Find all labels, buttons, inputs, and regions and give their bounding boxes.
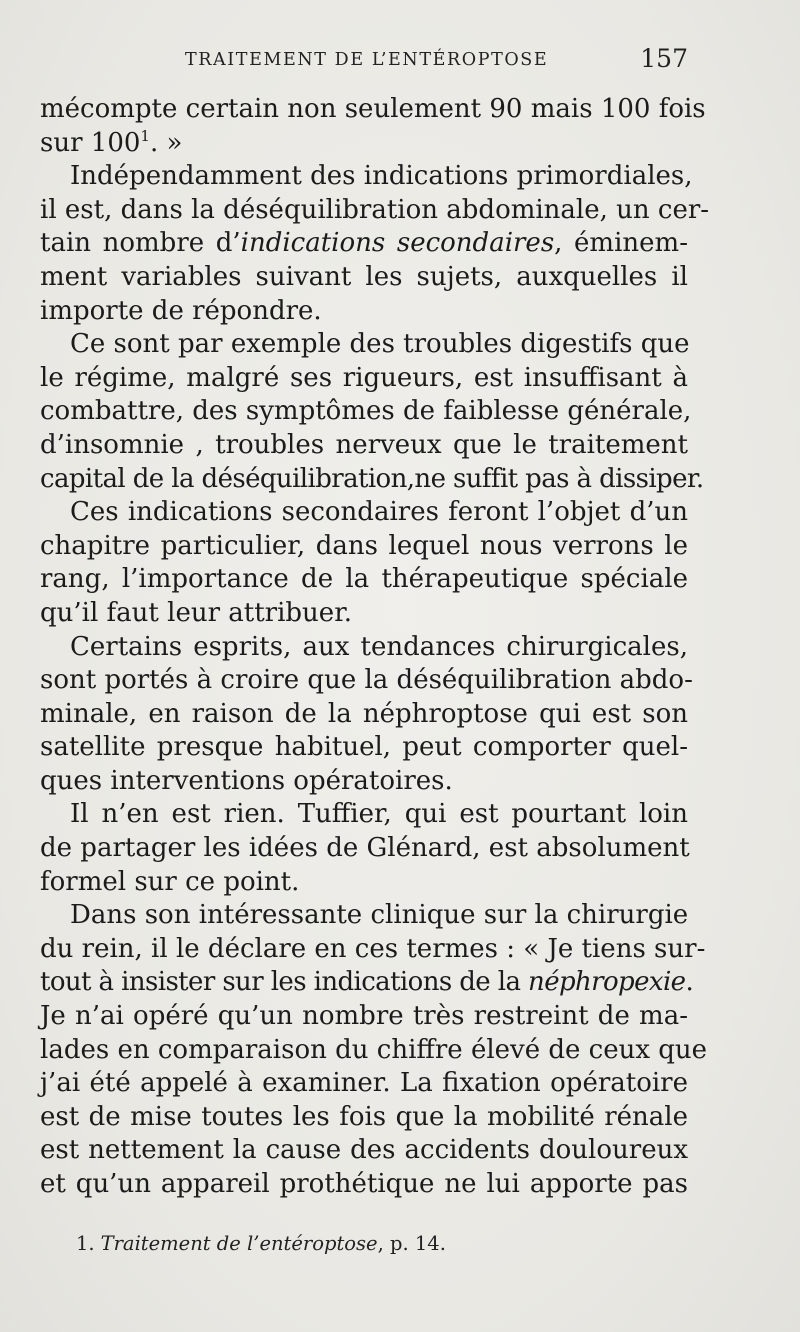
page-header xyxy=(40,42,688,82)
text-line: ques interventions opératoires. xyxy=(40,765,453,796)
text-line: est de mise toutes les fois que la mobilité rénale xyxy=(40,1101,688,1132)
text-line: satellite presque habituel, peut comporter quel- xyxy=(40,732,688,763)
text-line: Je n’ai opéré qu’un nombre très restreint de ma- xyxy=(40,1001,688,1032)
text-line: de partager les idées de Glénard, est absolument xyxy=(40,833,690,864)
text-line: Ces indications secondaires feront l’objet d’un xyxy=(70,497,688,528)
text-line: formel sur ce point. xyxy=(40,866,300,897)
text-line: j’ai été appelé à examiner. La fixation opératoire xyxy=(40,1068,688,1099)
italic-term: indications secondaires xyxy=(240,228,555,259)
text-line: qu’il faut leur attribuer. xyxy=(40,597,353,628)
page-number: 157 xyxy=(640,44,688,73)
text-line: et qu’un appareil prothétique ne lui apporte pas xyxy=(40,1169,688,1199)
text-line: Dans son intéressante clinique sur la chirurgie xyxy=(70,900,689,931)
text-line: Certains esprits, aux tendances chirurgicales, xyxy=(70,631,688,662)
footnote-number: 1. xyxy=(76,1232,95,1255)
text-line: capital de la déséquilibration,ne suffit pas à dissiper. xyxy=(40,463,704,494)
text-line: sont portés à croire que la déséquilibration abdo- xyxy=(40,665,693,696)
text-line: lades en comparaison du chiffre élevé de ceux que xyxy=(40,1034,708,1065)
text-line: Il n’en est rien. Tuffier, qui est pourtant loin xyxy=(70,799,688,830)
footnote xyxy=(76,1232,446,1255)
running-title: TRAITEMENT DE L’ENTÉROPTOSE xyxy=(185,50,549,70)
text-line: il est, dans la déséquilibration abdominale, un cer- xyxy=(40,194,710,225)
text-line: Indépendamment des indications primordiales, xyxy=(70,161,693,192)
text-line: chapitre particulier, dans lequel nous verrons le xyxy=(40,530,688,561)
text-line: ment variables suivant les sujets, auxquelles il xyxy=(40,261,688,292)
footnote-title: Traitement de l’entéroptose xyxy=(100,1232,378,1255)
footnote-reference: 1 xyxy=(140,126,150,145)
text-line: rang, l’importance de la thérapeutique spéciale xyxy=(40,564,688,595)
body-text xyxy=(40,93,710,1202)
footnote-text: , p. 14. xyxy=(377,1232,446,1255)
text-line: combattre, des symptômes de faiblesse générale, xyxy=(40,396,692,427)
text-line: sur $100^1$. » xyxy=(40,126,183,158)
text-line: d’insomnie , troubles nerveux que le traitement xyxy=(40,429,688,460)
text-line: importe de répondre. xyxy=(40,295,322,326)
text-line: tout à insister sur les indications de la néphropexie. xyxy=(40,967,694,998)
text-line: le régime, malgré ses rigueurs, est insuffisant à xyxy=(40,362,688,393)
text-line: est nettement la cause des accidents douloureux xyxy=(40,1135,688,1166)
text-line: Ce sont par exemple des troubles digestifs que xyxy=(70,329,690,360)
text-line: mécompte certain non seulement 90 mais 100 fois xyxy=(40,94,706,124)
text-line: minale, en raison de la néphroptose qui est son xyxy=(40,698,688,729)
text-line: du rein, il le déclare en ces termes : « Je tiens sur- xyxy=(40,933,706,964)
text-line: tain nombre d’indications secondaires, éminem- xyxy=(40,228,688,259)
italic-term: néphropexie xyxy=(528,967,686,998)
